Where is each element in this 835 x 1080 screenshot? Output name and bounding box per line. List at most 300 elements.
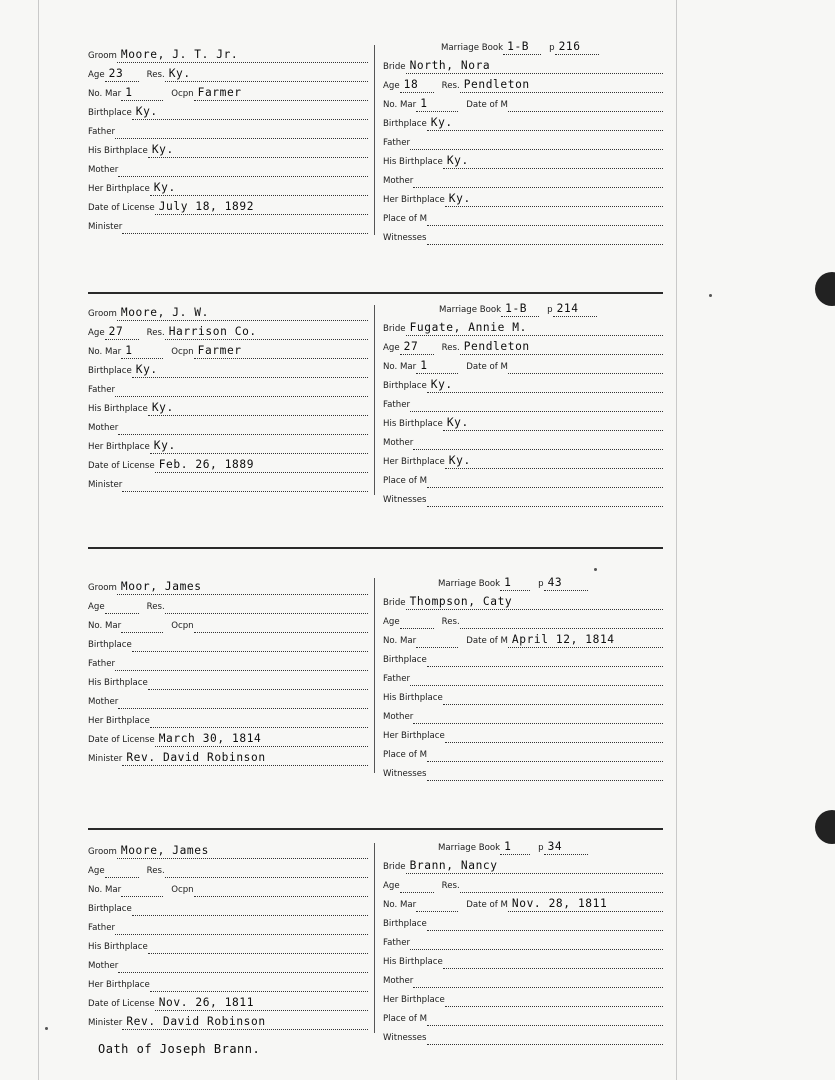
- field-label: Place of M: [383, 1014, 428, 1024]
- field-blank: [501, 302, 539, 317]
- field-blank: [118, 694, 368, 709]
- field-blank: [427, 766, 663, 781]
- field-label: Res.: [146, 70, 165, 80]
- field-blank: [413, 435, 663, 450]
- field-label: Age: [383, 617, 400, 627]
- field-label: Father: [88, 385, 116, 395]
- field-blank: [445, 192, 663, 207]
- field-label: No. Mar: [88, 621, 122, 631]
- form-row: [383, 228, 663, 245]
- field-label: Date of M: [466, 636, 508, 646]
- form-row: [88, 749, 368, 766]
- field-blank: [410, 135, 663, 150]
- field-label: Father: [383, 938, 411, 948]
- field-blank: [400, 78, 434, 93]
- field-label: Ocpn: [171, 89, 194, 99]
- field-blank: [400, 614, 434, 629]
- field-blank: [443, 154, 663, 169]
- field-blank: [155, 732, 368, 747]
- form-row: [383, 990, 663, 1007]
- field-label: p: [549, 43, 555, 53]
- field-label: Date of License: [88, 203, 155, 213]
- field-blank: [117, 48, 368, 63]
- field-value: 27: [403, 340, 419, 353]
- field-blank: [155, 458, 368, 473]
- field-label: Ocpn: [171, 621, 194, 631]
- field-label: Mother: [88, 165, 119, 175]
- field-label: Minister: [88, 222, 123, 232]
- field-blank: [400, 878, 434, 893]
- field-label: Birthplace: [88, 366, 132, 376]
- bride-name: Brann, Nancy: [409, 859, 498, 872]
- field-blank: [165, 863, 368, 878]
- form-row: [383, 152, 663, 169]
- field-label: No. Mar: [383, 362, 417, 372]
- form-row: [88, 46, 368, 63]
- form-row: [439, 300, 663, 317]
- field-label: Age: [88, 602, 105, 612]
- field-label: Father: [383, 400, 411, 410]
- field-value: Ky.: [446, 154, 469, 167]
- field-label: Minister: [88, 480, 123, 490]
- field-blank: [115, 920, 368, 935]
- field-value: Ky.: [446, 416, 469, 429]
- field-blank: [117, 580, 368, 595]
- form-row: [383, 452, 663, 469]
- form-row: [383, 338, 663, 355]
- form-row: [88, 342, 368, 359]
- field-label: Her Birthplace: [88, 716, 150, 726]
- field-blank: [122, 219, 368, 234]
- form-row: [383, 971, 663, 988]
- form-row: [88, 122, 368, 139]
- field-blank: [150, 439, 368, 454]
- field-blank: [150, 977, 368, 992]
- form-row: [88, 692, 368, 709]
- form-row: [438, 838, 663, 855]
- field-blank: [427, 652, 663, 667]
- field-label: Groom: [88, 51, 117, 61]
- field-blank: [503, 40, 541, 55]
- form-row: [383, 895, 663, 912]
- form-row: [383, 593, 663, 610]
- field-label: Minister: [88, 754, 123, 764]
- field-label: Date of License: [88, 461, 155, 471]
- field-label: Minister: [88, 1018, 123, 1028]
- field-label: Birthplace: [88, 108, 132, 118]
- card-split-line: [374, 45, 375, 235]
- field-blank: [115, 382, 368, 397]
- field-value: 1: [420, 359, 428, 372]
- field-blank: [194, 882, 368, 897]
- field-label: Place of M: [383, 214, 428, 224]
- field-value: Farmer: [197, 344, 242, 357]
- field-blank: [117, 844, 368, 859]
- field-value: Ky.: [430, 378, 453, 391]
- form-row: [88, 730, 368, 747]
- field-blank: [413, 709, 663, 724]
- right-margin-line: [676, 0, 677, 1080]
- field-blank: [410, 671, 663, 686]
- field-blank: [165, 325, 368, 340]
- field-value: Ky.: [135, 363, 158, 376]
- field-label: Her Birthplace: [88, 980, 150, 990]
- form-row: [88, 711, 368, 728]
- card-split-line: [374, 843, 375, 1033]
- groom-name: Moore, James: [120, 844, 209, 857]
- field-value: 18: [403, 78, 419, 91]
- field-label: Ocpn: [171, 885, 194, 895]
- form-row: [383, 171, 663, 188]
- field-label: Groom: [88, 583, 117, 593]
- field-blank: [132, 363, 368, 378]
- form-row: [88, 937, 368, 954]
- field-value: 1: [504, 576, 512, 589]
- field-blank: [165, 67, 368, 82]
- field-blank: [508, 897, 663, 912]
- field-blank: [121, 618, 163, 633]
- field-label: Mother: [383, 438, 414, 448]
- groom-name: Moore, J. W.: [120, 306, 209, 319]
- field-blank: [105, 67, 139, 82]
- field-blank: [118, 958, 368, 973]
- field-label: Birthplace: [383, 119, 427, 129]
- field-value: 27: [108, 325, 124, 338]
- field-label: p: [538, 579, 544, 589]
- field-label: Ocpn: [171, 347, 194, 357]
- field-label: Groom: [88, 847, 117, 857]
- groom-birthplace: Ky.: [135, 105, 158, 118]
- field-value: Ky.: [153, 181, 176, 194]
- form-row: [88, 975, 368, 992]
- form-row: [383, 490, 663, 507]
- form-row: [383, 631, 663, 648]
- form-row: [383, 414, 663, 431]
- field-blank: [150, 181, 368, 196]
- field-blank: [400, 340, 434, 355]
- card-split-line: [374, 305, 375, 495]
- form-row: [383, 1028, 663, 1045]
- field-label: Mother: [383, 176, 414, 186]
- field-blank: [416, 633, 458, 648]
- field-blank: [460, 614, 663, 629]
- field-blank: [115, 124, 368, 139]
- license-date: March 30, 1814: [158, 732, 262, 745]
- card-divider: [88, 292, 663, 294]
- field-label: Place of M: [383, 750, 428, 760]
- book-page: 216: [558, 40, 581, 53]
- field-blank: [118, 420, 368, 435]
- field-blank: [443, 416, 663, 431]
- form-row: [383, 76, 663, 93]
- field-label: His Birthplace: [383, 157, 443, 167]
- field-label: Father: [383, 138, 411, 148]
- field-blank: [155, 996, 368, 1011]
- license-date: Nov. 26, 1811: [158, 996, 255, 1009]
- card-divider: [88, 828, 663, 830]
- field-value: Ky.: [151, 143, 174, 156]
- field-label: His Birthplace: [88, 678, 148, 688]
- field-blank: [105, 863, 139, 878]
- form-row: [88, 198, 368, 215]
- field-label: p: [547, 305, 553, 315]
- field-label: Mother: [88, 697, 119, 707]
- form-row: [383, 669, 663, 686]
- field-blank: [148, 401, 368, 416]
- field-blank: [553, 302, 597, 317]
- field-label: Father: [383, 674, 411, 684]
- field-label: Bride: [383, 598, 406, 608]
- field-blank: [544, 840, 588, 855]
- field-value: Ky.: [448, 192, 471, 205]
- field-label: Date of M: [466, 100, 508, 110]
- field-blank: [118, 162, 368, 177]
- form-row: [383, 95, 663, 112]
- field-label: Witnesses: [383, 1033, 427, 1043]
- field-label: Date of M: [466, 362, 508, 372]
- card-split-line: [374, 578, 375, 773]
- bride-name: Fugate, Annie M.: [409, 321, 527, 334]
- field-blank: [121, 86, 163, 101]
- form-row: [88, 361, 368, 378]
- field-blank: [194, 344, 368, 359]
- field-label: Date of M: [466, 900, 508, 910]
- form-row: [383, 395, 663, 412]
- field-label: Mother: [88, 961, 119, 971]
- field-label: Marriage Book: [438, 843, 501, 853]
- field-value: Ky.: [448, 454, 471, 467]
- field-value: 43: [547, 576, 563, 589]
- field-blank: [443, 954, 663, 969]
- form-row: [88, 956, 368, 973]
- field-blank: [445, 454, 663, 469]
- field-label: No. Mar: [383, 100, 417, 110]
- field-blank: [508, 633, 663, 648]
- field-value: 34: [547, 840, 563, 853]
- field-blank: [427, 1030, 663, 1045]
- groom-name: Moore, J. T. Jr.: [120, 48, 239, 61]
- form-row: [88, 1013, 368, 1030]
- field-label: No. Mar: [88, 89, 122, 99]
- field-blank: [406, 859, 663, 874]
- field-label: Marriage Book: [438, 579, 501, 589]
- field-value: Pendleton: [463, 340, 530, 353]
- field-label: p: [538, 843, 544, 853]
- license-date: Feb. 26, 1889: [158, 458, 255, 471]
- form-row: [383, 726, 663, 743]
- form-row: [88, 899, 368, 916]
- field-blank: [165, 599, 368, 614]
- field-label: No. Mar: [88, 885, 122, 895]
- field-label: Father: [88, 127, 116, 137]
- form-row: [383, 612, 663, 629]
- bride-name: Thompson, Caty: [409, 595, 513, 608]
- field-label: Res.: [441, 343, 460, 353]
- field-blank: [416, 359, 458, 374]
- form-row: [383, 1009, 663, 1026]
- field-blank: [427, 211, 663, 226]
- form-row: [88, 304, 368, 321]
- field-label: Birthplace: [383, 655, 427, 665]
- ink-speck: [594, 568, 597, 571]
- ink-speck: [45, 1027, 48, 1030]
- field-blank: [194, 86, 368, 101]
- form-row: [88, 842, 368, 859]
- field-blank: [460, 340, 663, 355]
- field-label: Age: [383, 343, 400, 353]
- field-blank: [413, 973, 663, 988]
- field-blank: [122, 1015, 368, 1030]
- field-value: 214: [556, 302, 579, 315]
- form-row: [88, 179, 368, 196]
- form-row: [383, 57, 663, 74]
- field-label: Res.: [441, 81, 460, 91]
- field-blank: [406, 321, 663, 336]
- field-blank: [121, 882, 163, 897]
- field-blank: [416, 97, 458, 112]
- field-label: Place of M: [383, 476, 428, 486]
- form-row: [383, 357, 663, 374]
- form-row: [383, 114, 663, 131]
- field-label: Mother: [383, 712, 414, 722]
- form-row: [438, 574, 663, 591]
- punch-hole: [815, 810, 835, 844]
- field-blank: [132, 901, 368, 916]
- field-label: Birthplace: [88, 640, 132, 650]
- form-row: [88, 141, 368, 158]
- form-row: [88, 418, 368, 435]
- field-label: No. Mar: [88, 347, 122, 357]
- form-row: [383, 952, 663, 969]
- form-row: [88, 456, 368, 473]
- field-blank: [427, 492, 663, 507]
- field-value: 1: [420, 97, 428, 110]
- form-row: [88, 673, 368, 690]
- field-blank: [427, 916, 663, 931]
- field-value: Ky.: [153, 439, 176, 452]
- card-divider: [88, 547, 663, 549]
- form-row: [88, 597, 368, 614]
- field-blank: [508, 97, 663, 112]
- groom-ocpn: Farmer: [197, 86, 242, 99]
- form-row: [88, 861, 368, 878]
- field-blank: [122, 477, 368, 492]
- field-blank: [427, 230, 663, 245]
- minister-name: Rev. David Robinson: [126, 1015, 266, 1028]
- field-label: Age: [383, 881, 400, 891]
- field-blank: [500, 840, 530, 855]
- field-label: Mother: [88, 423, 119, 433]
- field-blank: [150, 713, 368, 728]
- form-row: [88, 880, 368, 897]
- form-row: [441, 38, 663, 55]
- field-blank: [122, 751, 368, 766]
- field-label: Age: [88, 70, 105, 80]
- field-label: Father: [88, 923, 116, 933]
- bride-name: North, Nora: [409, 59, 491, 72]
- field-value: 1: [504, 840, 512, 853]
- form-row: [88, 217, 368, 234]
- field-blank: [148, 143, 368, 158]
- field-value: 1: [125, 344, 133, 357]
- field-label: Her Birthplace: [88, 442, 150, 452]
- field-blank: [148, 675, 368, 690]
- field-blank: [406, 59, 663, 74]
- field-label: Groom: [88, 309, 117, 319]
- field-label: His Birthplace: [88, 146, 148, 156]
- field-label: His Birthplace: [88, 404, 148, 414]
- form-row: [383, 933, 663, 950]
- field-value: 1-B: [505, 302, 528, 315]
- field-label: Birthplace: [383, 381, 427, 391]
- field-blank: [410, 935, 663, 950]
- form-row: [88, 399, 368, 416]
- field-value: Harrison Co.: [168, 325, 257, 338]
- form-row: [383, 650, 663, 667]
- field-label: Witnesses: [383, 769, 427, 779]
- field-label: Res.: [146, 866, 165, 876]
- field-label: Her Birthplace: [383, 195, 445, 205]
- field-blank: [427, 1011, 663, 1026]
- field-value: Ky.: [151, 401, 174, 414]
- field-blank: [410, 397, 663, 412]
- field-blank: [105, 599, 139, 614]
- form-row: [383, 707, 663, 724]
- field-value: Ky.: [430, 116, 453, 129]
- field-label: Age: [88, 866, 105, 876]
- field-blank: [132, 637, 368, 652]
- field-label: Marriage Book: [441, 43, 504, 53]
- field-blank: [555, 40, 599, 55]
- field-blank: [508, 359, 663, 374]
- form-row: [88, 475, 368, 492]
- form-row: [88, 160, 368, 177]
- field-label: Witnesses: [383, 495, 427, 505]
- field-label: Her Birthplace: [383, 731, 445, 741]
- field-blank: [427, 473, 663, 488]
- marriage-date: April 12, 1814: [511, 633, 615, 646]
- form-row: [383, 745, 663, 762]
- field-label: Her Birthplace: [383, 457, 445, 467]
- field-label: Marriage Book: [439, 305, 502, 315]
- field-value: Pendleton: [463, 78, 530, 91]
- form-row: [383, 209, 663, 226]
- form-row: [383, 876, 663, 893]
- form-row: [88, 65, 368, 82]
- form-row: [88, 635, 368, 652]
- oath-note: Oath of Joseph Brann.: [98, 1042, 261, 1056]
- form-row: [383, 133, 663, 150]
- field-label: Bride: [383, 862, 406, 872]
- field-label: Mother: [383, 976, 414, 986]
- field-blank: [132, 105, 368, 120]
- form-row: [383, 319, 663, 336]
- field-blank: [115, 656, 368, 671]
- field-label: No. Mar: [383, 900, 417, 910]
- field-label: Date of License: [88, 999, 155, 1009]
- form-row: [383, 857, 663, 874]
- marriage-date: Nov. 28, 1811: [511, 897, 608, 910]
- field-label: Res.: [146, 602, 165, 612]
- form-row: [383, 471, 663, 488]
- field-blank: [443, 690, 663, 705]
- field-label: Bride: [383, 324, 406, 334]
- field-label: His Birthplace: [383, 693, 443, 703]
- minister-name: Rev. David Robinson: [126, 751, 266, 764]
- punch-hole: [815, 272, 835, 306]
- field-blank: [460, 878, 663, 893]
- form-row: [383, 190, 663, 207]
